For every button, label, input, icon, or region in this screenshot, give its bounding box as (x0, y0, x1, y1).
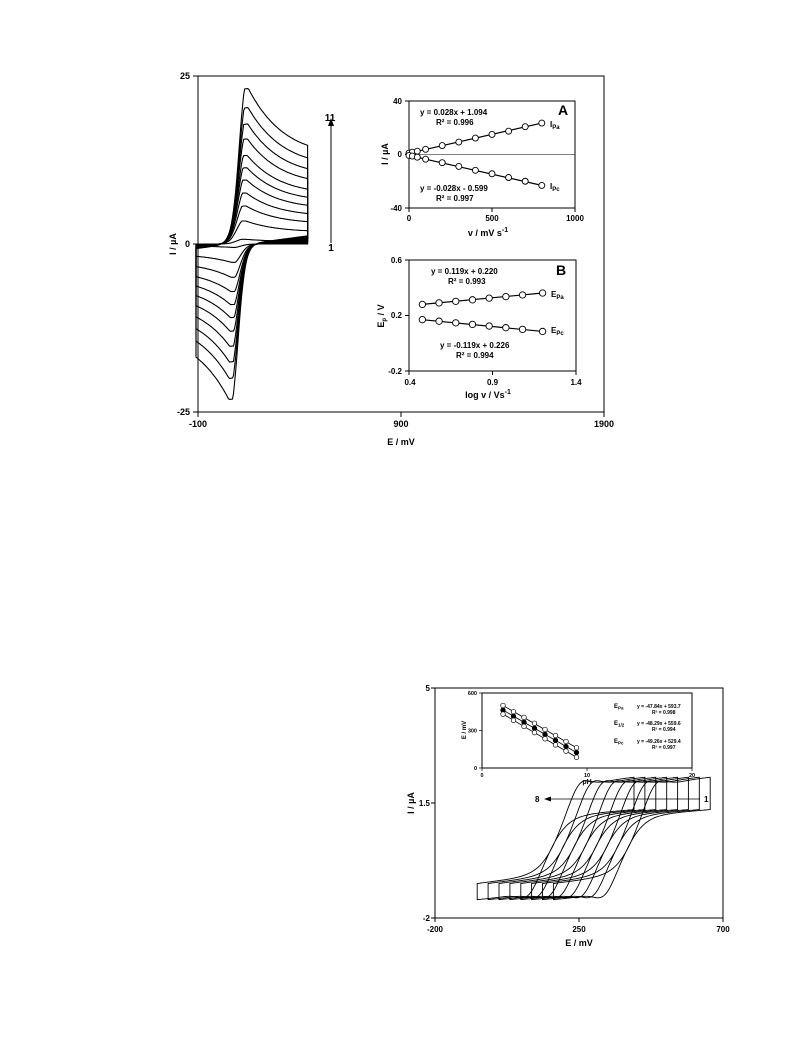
fig2-xtick-left: -200 (426, 925, 444, 934)
fig1-xlabel: E / mV (387, 437, 415, 447)
inset-b-point-epc (436, 318, 442, 324)
inset-a-r2-ipa: R² = 0.996 (436, 118, 474, 127)
inset-b-point-epa (436, 300, 442, 306)
inset-b-point-epa (503, 293, 509, 299)
inset-b-eq-epc: y = -0.119x + 0.226 (440, 341, 510, 350)
fig2-inset-ytick-top: 600 (467, 691, 477, 697)
fig1-cv-curves (196, 89, 308, 400)
fig1-ytick-bottom: -25 (176, 407, 190, 417)
fig1-inset-b (376, 256, 582, 400)
fig2-cv-curve (510, 777, 667, 899)
inset-a-r2-ipc: R² = 0.997 (436, 194, 474, 203)
fig2-inset-label-e12: $E_{1/2}$ (614, 721, 625, 728)
fig2-inset-point-e12 (574, 750, 579, 755)
fig2-inset (462, 691, 695, 786)
inset-a-point-ipa (414, 148, 420, 154)
inset-b-ytick-top: 0.6 (390, 256, 402, 265)
inset-b-point-epc (486, 323, 492, 329)
inset-b-point-epc (503, 325, 509, 331)
fig2-inset-point-epc (543, 736, 548, 741)
inset-a-point-ipa (506, 128, 512, 134)
fig2-inset-point-epc (532, 730, 537, 735)
fig2-inset-point-epc (522, 724, 527, 729)
inset-a-eq-ipc: y = -0.028x - 0.599 (420, 184, 488, 193)
inset-b-series-label-epc: $E_{Pc}$ (551, 326, 564, 337)
fig1-ytick-mid: 0 (184, 239, 190, 249)
inset-a-point-ipc (472, 167, 478, 173)
fig2-inset-r2-epc: R² = 0.997 (652, 745, 676, 751)
fig2-inset-point-epa (553, 733, 558, 738)
inset-a-point-ipa (489, 131, 495, 137)
fig1-cv-curve (196, 193, 308, 292)
fig1-ytick-top: 25 (179, 71, 190, 81)
fig2-inset-xtick-left: 0 (480, 773, 484, 779)
inset-a-ytick-top: 40 (393, 97, 402, 106)
inset-b-marks (419, 290, 546, 335)
fig2-inset-xtick-mid: 10 (583, 773, 591, 779)
inset-b-r2-epc: R² = 0.994 (456, 351, 494, 360)
inset-a-point-ipc (414, 154, 420, 160)
fig2-xtick-mid: 250 (572, 925, 586, 934)
fig2-inset-point-epa (522, 715, 527, 720)
fig2-xtick-right: 700 (716, 925, 730, 934)
inset-b-ylabel: $E_p$ / V (376, 304, 388, 328)
fig1-xtick-left: -100 (188, 419, 208, 429)
inset-a-point-ipa (539, 120, 545, 126)
inset-a-xlabel: v / mV $s^{-1}$ (467, 227, 509, 238)
fig1-inset-a (380, 97, 584, 238)
inset-b-eq-epa: y = 0.119x + 0.220 (431, 267, 498, 276)
fig2-inset-label-epa: $E_{Pa}$ (614, 704, 624, 711)
fig2-ytick-mid: 1.5 (418, 799, 430, 808)
fig2-inset-point-epc (564, 749, 569, 754)
fig2-inset-marks (501, 703, 579, 759)
fig2-inset-point-epa (501, 703, 506, 708)
inset-a-point-ipc (423, 156, 429, 162)
inset-a-point-ipc (489, 171, 495, 177)
fig2-cv-curve (532, 777, 689, 899)
fig2-curve-label-last: 8 (535, 795, 540, 804)
fig2 (406, 684, 730, 948)
fig2-ytick-bottom: -2 (422, 914, 430, 923)
fig2-inset-point-epa (511, 709, 516, 714)
fig2-ph-arrowhead (544, 797, 551, 802)
fig1-xtick-mid: 900 (393, 419, 409, 429)
fig2-curve-label-first: 1 (704, 795, 709, 804)
fig2-inset-ytick-mid: 300 (467, 728, 477, 735)
fig2-inset-ytick-bottom: 0 (473, 766, 477, 772)
fig2-inset-point-epa (574, 745, 579, 750)
fig2-inset-xlabel: pH (582, 779, 592, 786)
fig2-inset-point-epa (543, 727, 548, 732)
fig2-inset-point-epc (511, 718, 516, 723)
inset-b-series-label-epa: $E_{Pa}$ (551, 290, 564, 301)
inset-b-xtick-mid: 0.9 (486, 378, 499, 387)
fig1 (168, 71, 614, 447)
fig2-cv-curve (521, 777, 678, 899)
fig1-curve-label-last: 11 (324, 113, 336, 124)
inset-a-xtick-mid: 500 (485, 214, 499, 223)
inset-b-xtick-left: 0.4 (404, 378, 416, 387)
fig2-inset-point-epc (553, 743, 558, 748)
fig2-inset-r2-epa: R² = 0.998 (652, 710, 676, 716)
inset-a-xtick-left: 0 (406, 214, 412, 223)
fig2-inset-eq-epa: y = -47.84x + 593.7 (637, 704, 681, 710)
inset-a-point-ipc (456, 163, 462, 169)
inset-a-series-label-ipa: $I_{Pa}$ (550, 120, 560, 131)
inset-a-point-ipa (456, 139, 462, 145)
fig2-inset-point-epa (564, 739, 569, 744)
fig2-inset-point-e12 (532, 726, 537, 731)
fig2-inset-point-epc (501, 712, 506, 717)
inset-a-panel-label: A (558, 102, 569, 118)
fig2-xlabel: E / mV (565, 938, 593, 948)
inset-a-point-ipa (423, 146, 429, 152)
inset-b-point-epa (486, 295, 492, 301)
inset-a-series-label-ipc: $I_{Pc}$ (550, 182, 560, 193)
fig1-ylabel: I / µA (168, 233, 178, 255)
fig2-inset-ylabel: E / mV (462, 720, 468, 740)
inset-a-point-ipa (522, 124, 528, 130)
inset-b-ytick-mid: 0.2 (390, 311, 402, 320)
inset-a-point-ipa (439, 143, 445, 149)
fig2-cv-curve (543, 777, 700, 899)
fig2-ylabel: I / µA (406, 792, 416, 814)
inset-b-point-epa (419, 301, 425, 307)
inset-b-panel-label: B (556, 262, 567, 278)
inset-a-point-ipc (506, 175, 512, 181)
inset-a-ytick-mid: 0 (397, 150, 402, 159)
inset-b-point-epc (419, 316, 425, 322)
fig2-inset-point-e12 (553, 738, 558, 743)
inset-b-ytick-bottom: -0.2 (388, 367, 402, 376)
fig1-xtick-right: 1900 (593, 419, 615, 429)
fig2-cv-curves (477, 777, 710, 899)
inset-a-eq-ipa: y = 0.028x + 1.094 (420, 108, 488, 117)
inset-b-point-epc (453, 320, 459, 326)
fig2-inset-point-epc (574, 755, 579, 760)
inset-a-point-ipc (539, 182, 545, 188)
fig2-inset-label-epc: $E_{Pc}$ (614, 739, 624, 746)
inset-a-ylabel: I / µA (380, 143, 390, 165)
fig2-inset-eq-epc: y = -49.26x + 529.4 (637, 739, 681, 745)
inset-b-point-epa (469, 297, 475, 303)
inset-a-xtick-right: 1000 (566, 214, 584, 223)
fig2-inset-point-epa (532, 721, 537, 726)
fig2-cv-curve (553, 777, 710, 899)
inset-a-ytick-bottom: -40 (390, 204, 402, 213)
fig2-inset-eq-e12: y = -48.29x + 559.6 (637, 721, 681, 727)
inset-b-point-epc (519, 326, 525, 332)
inset-b-r2-epa: R² = 0.993 (448, 277, 486, 286)
inset-a-point-ipc (439, 160, 445, 166)
inset-b-point-epc (469, 321, 475, 327)
fig2-inset-point-e12 (543, 732, 548, 737)
inset-b-xlabel: log v / $Vs^{-1}$ (465, 389, 511, 400)
inset-b-point-epc (539, 328, 545, 334)
fig2-inset-xtick-right: 20 (688, 773, 696, 779)
fig2-inset-point-e12 (564, 744, 569, 749)
inset-b-point-epa (519, 292, 525, 298)
inset-a-point-ipc (522, 178, 528, 184)
fig2-ytick-top: 5 (425, 684, 430, 693)
inset-a-point-ipa (472, 135, 478, 141)
fig2-inset-r2-e12: R² = 0.994 (652, 727, 676, 733)
inset-b-xtick-right: 1.4 (570, 378, 582, 387)
fig1-curve-label-first: 1 (328, 243, 334, 254)
inset-b-point-epa (539, 290, 545, 296)
inset-b-point-epa (453, 298, 459, 304)
